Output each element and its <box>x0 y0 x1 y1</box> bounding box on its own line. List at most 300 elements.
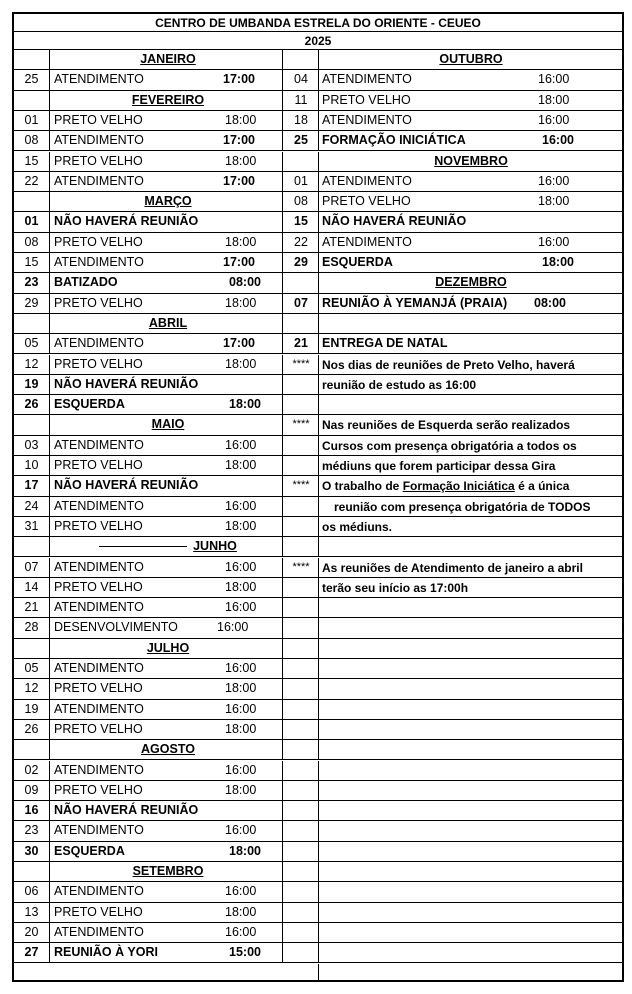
note-text: As reuniões de Atendimento de janeiro a abril <box>322 560 583 575</box>
day-number: 15 <box>284 212 319 231</box>
event-cell <box>51 923 283 942</box>
right-day-cell <box>284 781 319 800</box>
right-day-cell <box>284 720 319 739</box>
right-day-cell <box>284 923 319 942</box>
day-cell-empty <box>14 314 50 333</box>
day-number: 26 <box>14 395 50 414</box>
event-time: 18:00 <box>229 843 261 858</box>
calendar-row <box>14 70 622 90</box>
right-content-cell <box>320 964 620 983</box>
event-name: PRETO VELHO <box>322 92 411 107</box>
calendar-row <box>14 761 622 781</box>
event-time: 18:00 <box>538 92 570 107</box>
event-time: 18:00 <box>225 721 257 736</box>
day-number: 05 <box>14 659 50 678</box>
note-text: Nas reuniões de Esquerda serão realizados <box>322 418 571 433</box>
right-day-cell <box>284 578 319 597</box>
event-name: FORMAÇÃO INICIÁTICA <box>322 133 466 148</box>
right-content-cell <box>320 659 620 678</box>
event-name: PRETO VELHO <box>54 904 143 919</box>
event-name: ATENDIMENTO <box>54 924 144 939</box>
day-number: 18 <box>284 111 319 130</box>
event-name: PRETO VELHO <box>54 295 143 310</box>
calendar-row <box>14 659 622 679</box>
note-text: é a única <box>514 479 570 494</box>
calendar-row <box>14 456 622 476</box>
calendar-row <box>14 355 622 375</box>
event-name: PRETO VELHO <box>322 194 411 209</box>
day-number: 19 <box>14 700 50 719</box>
event-name: ATENDIMENTO <box>322 72 412 87</box>
day-cell-empty <box>14 537 50 556</box>
event-name: ATENDIMENTO <box>54 173 144 188</box>
note-marker: **** <box>284 355 319 374</box>
calendar-row <box>14 558 622 578</box>
day-number: 16 <box>14 801 50 820</box>
day-cell-empty <box>14 192 50 211</box>
event-time: 18:00 <box>538 194 570 209</box>
event-time: 16:00 <box>225 823 257 838</box>
calendar-row <box>14 375 622 395</box>
right-content-cell <box>320 761 620 780</box>
event-time: 16:00 <box>538 112 570 127</box>
calendar-row <box>14 212 622 232</box>
calendar-row <box>14 842 622 862</box>
right-day-cell <box>284 700 319 719</box>
event-name: NÃO HAVERÁ REUNIÃO <box>54 478 199 493</box>
event-name: DESENVOLVIMENTO <box>54 620 178 635</box>
right-day-cell <box>284 456 319 475</box>
event-name: PRETO VELHO <box>54 782 143 797</box>
month-header-abril: ABRIL <box>51 314 283 333</box>
event-time: 17:00 <box>223 72 255 87</box>
event-name: ATENDIMENTO <box>54 762 144 777</box>
calendar-sheet <box>12 12 624 982</box>
event-name: ATENDIMENTO <box>322 234 412 249</box>
day-number: 29 <box>284 253 319 272</box>
event-name: ATENDIMENTO <box>322 112 412 127</box>
sheet-year: 2025 <box>14 32 622 50</box>
right-content-cell <box>320 618 620 637</box>
right-day-cell <box>284 598 319 617</box>
calendar-row <box>14 639 622 659</box>
calendar-row <box>14 882 622 902</box>
calendar-row <box>14 618 622 638</box>
event-cell <box>51 842 283 861</box>
month-header-julho: JULHO <box>51 639 283 658</box>
event-name: ESQUERDA <box>54 397 125 412</box>
day-cell-empty <box>14 862 50 881</box>
event-cell <box>51 131 283 150</box>
note-text: Cursos com presença obrigatória a todos os <box>322 438 577 453</box>
event-cell <box>51 395 283 414</box>
event-cell <box>51 903 283 922</box>
event-time: 16:00 <box>225 924 257 939</box>
right-day-cell <box>284 801 319 820</box>
day-number: 15 <box>14 152 50 171</box>
event-cell <box>51 882 283 901</box>
right-content-cell <box>320 740 620 759</box>
day-number: 04 <box>284 70 319 89</box>
right-day-cell <box>284 50 319 69</box>
event-time: 17:00 <box>223 173 255 188</box>
day-number: 28 <box>14 618 50 637</box>
right-day-cell <box>284 517 319 536</box>
event-cell <box>51 375 283 394</box>
right-content-cell <box>320 679 620 698</box>
day-number: 14 <box>14 578 50 597</box>
event-cell <box>51 456 283 475</box>
event-time: 16:00 <box>538 173 570 188</box>
day-number: 25 <box>14 70 50 89</box>
event-time: 16:00 <box>542 133 574 148</box>
right-day-cell <box>284 497 319 516</box>
event-name: PRETO VELHO <box>54 153 143 168</box>
right-content-cell <box>320 558 620 577</box>
calendar-row <box>14 334 622 354</box>
event-name: NÃO HAVERÁ REUNIÃO <box>54 214 199 229</box>
right-day-cell <box>284 152 319 171</box>
day-cell-empty <box>14 50 50 69</box>
right-day-cell <box>284 740 319 759</box>
right-day-cell <box>284 821 319 840</box>
month-header-fevereiro: FEVEREIRO <box>51 91 283 110</box>
event-name: PRETO VELHO <box>54 579 143 594</box>
right-content-cell <box>320 862 620 881</box>
calendar-row <box>14 740 622 760</box>
right-content-cell <box>320 233 620 252</box>
day-number: 24 <box>14 497 50 516</box>
day-number: 09 <box>14 781 50 800</box>
event-time: 15:00 <box>229 945 261 960</box>
event-cell <box>51 436 283 455</box>
day-number: 21 <box>14 598 50 617</box>
event-name: ATENDIMENTO <box>54 255 144 269</box>
right-content-cell <box>320 456 620 475</box>
day-number: 12 <box>14 679 50 698</box>
calendar-row <box>14 253 622 273</box>
right-day-cell <box>284 436 319 455</box>
day-cell-empty <box>14 639 50 658</box>
day-number: 23 <box>14 273 50 292</box>
right-day-cell <box>284 375 319 394</box>
calendar-row <box>14 233 622 253</box>
event-time: 17:00 <box>223 133 255 148</box>
month-header-novembro: NOVEMBRO <box>434 153 508 168</box>
day-number: 27 <box>14 943 50 962</box>
event-time: 18:00 <box>225 153 257 168</box>
day-number: 07 <box>284 294 319 313</box>
event-name: ATENDIMENTO <box>54 600 144 615</box>
day-number: 03 <box>14 436 50 455</box>
event-cell <box>51 761 283 780</box>
month-header-junho <box>51 537 283 556</box>
right-content-cell <box>320 923 620 942</box>
note-text: Nos dias de reuniões de Preto Velho, haverá <box>322 357 575 372</box>
event-name: ATENDIMENTO <box>54 437 144 452</box>
event-cell <box>51 233 283 252</box>
right-content-cell <box>320 781 620 800</box>
event-cell <box>51 598 283 617</box>
event-name: ATENDIMENTO <box>54 559 144 574</box>
calendar-row <box>14 700 622 720</box>
event-name: ENTREGA DE NATAL <box>322 336 448 351</box>
event-cell <box>51 273 283 292</box>
event-cell <box>51 355 283 374</box>
calendar-row <box>14 943 622 963</box>
month-header-outubro: OUTUBRO <box>439 52 503 66</box>
calendar-row <box>14 781 622 801</box>
event-name: ESQUERDA <box>54 843 125 858</box>
right-day-cell <box>284 862 319 881</box>
calendar-row <box>14 111 622 131</box>
event-cell <box>51 558 283 577</box>
calendar-row <box>14 923 622 943</box>
event-time: 18:00 <box>225 112 257 127</box>
month-header-janeiro: JANEIRO <box>51 50 283 69</box>
event-time: 18:00 <box>225 356 257 371</box>
right-content-cell <box>320 294 620 313</box>
day-number: 22 <box>284 233 319 252</box>
day-number: 23 <box>14 821 50 840</box>
month-header-agosto: AGOSTO <box>51 740 283 759</box>
day-number: 01 <box>14 212 50 231</box>
event-time: 18:00 <box>225 518 257 533</box>
right-content-cell <box>320 91 620 110</box>
right-content-cell <box>320 882 620 901</box>
month-header-setembro: SETEMBRO <box>51 862 283 881</box>
note-text: médiuns que forem participar dessa Gira <box>322 459 556 473</box>
event-cell <box>51 618 283 637</box>
day-number: 21 <box>284 334 319 353</box>
event-name: ATENDIMENTO <box>54 72 144 87</box>
day-number: 25 <box>284 131 319 150</box>
event-name: PRETO VELHO <box>54 112 143 127</box>
calendar-row <box>14 598 622 618</box>
event-time: 17:00 <box>223 336 255 351</box>
note-marker: **** <box>284 558 319 577</box>
event-name: PRETO VELHO <box>54 721 143 736</box>
right-content-cell <box>320 212 620 231</box>
right-content-cell <box>320 253 620 272</box>
calendar-row <box>14 152 622 172</box>
day-number: 31 <box>14 517 50 536</box>
right-content-cell <box>320 355 620 374</box>
right-content-cell <box>320 436 620 455</box>
event-name: PRETO VELHO <box>54 234 143 249</box>
event-time: 16:00 <box>225 701 257 716</box>
right-day-cell <box>284 273 319 292</box>
right-content-cell <box>320 517 620 536</box>
event-cell <box>51 70 283 89</box>
day-number: 02 <box>14 761 50 780</box>
right-content-cell <box>320 111 620 130</box>
event-name: PRETO VELHO <box>54 681 143 696</box>
junho-underline <box>99 546 187 547</box>
right-day-cell <box>284 314 319 333</box>
event-name: BATIZADO <box>54 275 118 290</box>
day-number: 08 <box>14 233 50 252</box>
note-text: O trabalho de <box>322 479 403 494</box>
event-cell <box>51 497 283 516</box>
right-day-cell <box>284 903 319 922</box>
event-time: 08:00 <box>229 275 261 290</box>
note-text: reunião com presença obrigatória de TODOS <box>334 499 591 514</box>
right-content-cell <box>320 497 620 516</box>
day-number: 01 <box>14 111 50 130</box>
day-number: 30 <box>14 842 50 861</box>
calendar-row <box>14 314 622 334</box>
day-number: 12 <box>14 355 50 374</box>
calendar-row <box>14 192 622 212</box>
event-name: ATENDIMENTO <box>54 133 144 148</box>
right-content-cell <box>320 375 620 394</box>
event-time: 16:00 <box>225 498 257 513</box>
event-name: NÃO HAVERÁ REUNIÃO <box>54 803 199 818</box>
event-name: PRETO VELHO <box>54 458 143 472</box>
month-header-maio: MAIO <box>51 415 283 434</box>
day-cell-empty <box>14 415 50 434</box>
day-cell-empty <box>14 91 50 110</box>
right-day-cell <box>284 659 319 678</box>
right-content-cell <box>320 700 620 719</box>
event-name: ATENDIMENTO <box>54 498 144 513</box>
right-day-cell <box>284 882 319 901</box>
event-cell <box>51 334 283 353</box>
right-content-cell <box>320 395 620 414</box>
right-content-cell <box>320 537 620 556</box>
calendar-row <box>14 801 622 821</box>
event-cell <box>51 517 283 536</box>
event-cell <box>51 720 283 739</box>
event-name: ATENDIMENTO <box>54 823 144 838</box>
event-cell <box>51 111 283 130</box>
event-cell <box>51 476 283 495</box>
event-name: ATENDIMENTO <box>54 336 144 351</box>
calendar-row <box>14 964 622 983</box>
right-content-cell <box>320 842 620 861</box>
event-name: ATENDIMENTO <box>54 661 144 675</box>
day-number: 08 <box>14 131 50 150</box>
event-cell <box>51 821 283 840</box>
event-time: 16:00 <box>538 234 570 249</box>
day-number: 06 <box>14 882 50 901</box>
right-content-cell <box>320 943 620 962</box>
calendar-row <box>14 476 622 496</box>
event-time: 18:00 <box>225 295 257 310</box>
day-number: 29 <box>14 294 50 313</box>
right-content-cell <box>320 172 620 191</box>
event-cell <box>51 659 283 678</box>
event-time: 16:00 <box>225 437 257 452</box>
calendar-row <box>14 517 622 537</box>
day-number: 26 <box>14 720 50 739</box>
event-cell <box>51 700 283 719</box>
right-content-cell <box>320 639 620 658</box>
calendar-row <box>14 720 622 740</box>
right-content-cell <box>320 578 620 597</box>
calendar-row <box>14 497 622 517</box>
event-time: 18:00 <box>225 579 257 594</box>
right-content-cell <box>320 131 620 150</box>
right-content-cell <box>320 314 620 333</box>
calendar-row <box>14 415 622 435</box>
right-content-cell <box>320 415 620 434</box>
event-cell <box>51 679 283 698</box>
calendar-row <box>14 273 622 293</box>
day-number: 17 <box>14 476 50 495</box>
calendar-row <box>14 537 622 557</box>
event-name: ATENDIMENTO <box>322 173 412 188</box>
calendar-row <box>14 172 622 192</box>
note-highlight: Formação Iniciática <box>402 479 515 494</box>
calendar-row <box>14 131 622 151</box>
calendar-row <box>14 91 622 111</box>
calendar-row <box>14 294 622 314</box>
day-cell-empty <box>14 740 50 759</box>
calendar-row <box>14 436 622 456</box>
month-header-dezembro: DEZEMBRO <box>435 275 507 290</box>
day-number: 07 <box>14 558 50 577</box>
event-cell <box>51 152 283 171</box>
event-name: REUNIÃO À YEMANJÁ (PRAIA) <box>322 295 508 310</box>
day-number: 13 <box>14 903 50 922</box>
event-cell <box>51 578 283 597</box>
right-day-cell <box>284 679 319 698</box>
right-day-cell <box>284 395 319 414</box>
event-cell <box>51 801 283 820</box>
event-name: PRETO VELHO <box>54 356 143 371</box>
event-name: ATENDIMENTO <box>54 701 144 716</box>
note-marker: **** <box>284 415 319 434</box>
event-time: 18:00 <box>542 255 574 269</box>
note-text: os médiuns. <box>322 519 393 534</box>
event-cell <box>51 212 283 231</box>
note-text: reunião de estudo as 16:00 <box>322 377 477 392</box>
right-day-cell <box>284 537 319 556</box>
event-name: NÃO HAVERÁ REUNIÃO <box>54 376 199 391</box>
note-marker: **** <box>284 476 319 495</box>
right-day-cell <box>284 964 319 983</box>
calendar-row <box>14 862 622 882</box>
month-header-marco: MARÇO <box>51 192 283 211</box>
day-number: 19 <box>14 375 50 394</box>
calendar-row <box>14 679 622 699</box>
calendar-row <box>14 395 622 415</box>
event-time: 18:00 <box>225 681 257 696</box>
right-content-cell <box>320 70 620 89</box>
event-name: ESQUERDA <box>322 255 393 269</box>
event-time: 16:00 <box>225 600 257 615</box>
event-time: 18:00 <box>229 397 261 412</box>
right-content-cell <box>320 821 620 840</box>
right-day-cell <box>284 761 319 780</box>
event-time: 18:00 <box>225 234 257 249</box>
right-content-cell <box>320 598 620 617</box>
right-content-cell <box>320 903 620 922</box>
sheet-title: CENTRO DE UMBANDA ESTRELA DO ORIENTE - CEUEO <box>14 14 622 32</box>
day-number: 05 <box>14 334 50 353</box>
event-cell <box>51 172 283 191</box>
day-number: 22 <box>14 172 50 191</box>
event-cell <box>51 943 283 962</box>
event-cell <box>51 781 283 800</box>
day-number: 15 <box>14 253 50 272</box>
right-day-cell <box>284 842 319 861</box>
event-name: NÃO HAVERÁ REUNIÃO <box>322 214 467 229</box>
right-content-cell <box>320 334 620 353</box>
event-name: REUNIÃO À YORI <box>54 945 158 960</box>
